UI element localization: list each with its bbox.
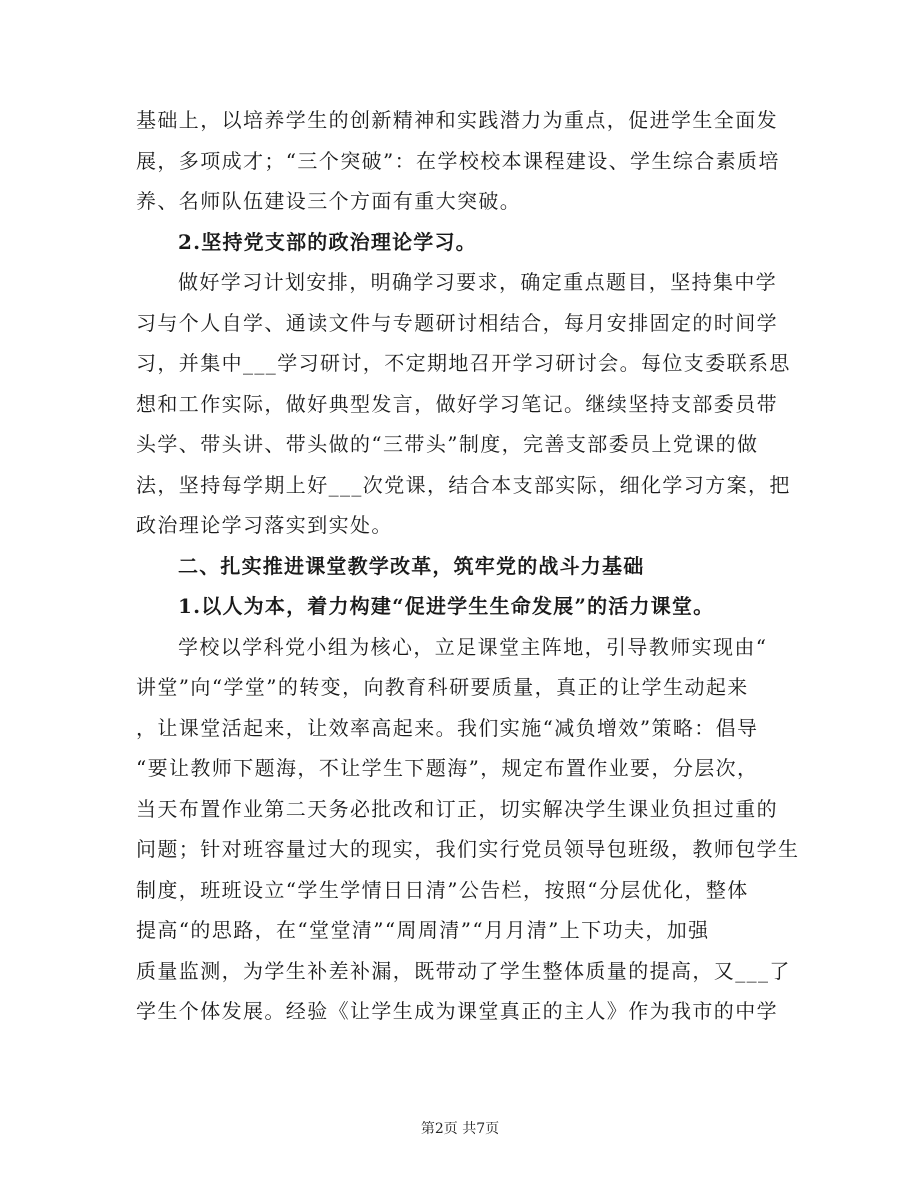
text-line: 制度，班班设立“学生学情日日清”公告栏，按照“分层优化，整体 [136,877,749,902]
text-line: 习与个人自学、通读文件与专题研讨相结合，每月安排固定的时间学 [136,310,778,335]
page-number: 第2页 共7页 [420,1121,500,1137]
text-line: 学生个体发展。经验《让学生成为课堂真正的主人》作为我市的中学 [136,999,778,1023]
text-line: 法，坚持每学期上好___次党课，结合本支部实际，细化学习方案，把 [136,472,791,497]
section-heading: 二、扎实推进课堂教学改革，筑牢党的战斗力基础 [178,553,645,578]
text-line: 习，并集中___学习研讨，不定期地召开学习研讨会。每位支委联系思 [136,351,791,375]
text-line: 基础上，以培养学生的创新精神和实践潜力为重点，促进学生全面发 [136,108,778,132]
text-line: 学校以学科党小组为核心，立足课堂主阵地，引导教师实现由“ [178,634,768,659]
text-line: 养、名师队伍建设三个方面有重大突破。 [136,189,522,213]
text-line: 展，多项成才；“三个突破”：在学校校本课程建设、学生综合素质培 [136,148,780,173]
text-line: 头学、带头讲、带头做的“三带头”制度，完善支部委员上党课的做 [136,432,759,456]
text-line: 想和工作实际，做好典型发言，做好学习笔记。继续坚持支部委员带 [136,391,778,416]
text-line: “要让教师下题海，不让学生下题海”，规定布置作业要，分层次， [136,756,759,780]
text-line: 质量监测，为学生补差补漏，既带动了学生整体质量的提高，又___了 [136,958,791,983]
text-line: 政治理论学习落实到实处。 [136,513,393,537]
text-line: ，让课堂活起来，让效率高起来。我们实施“减负增效”策略：倡导 [136,715,759,740]
text-line: 问题；针对班容量过大的现实，我们实行党员领导包班级，教师包学生 [136,837,800,861]
text-line: 做好学习计划安排，明确学习要求，确定重点题目，坚持集中学 [178,270,778,294]
text-line: 讲堂”向“学堂”的转变，向教育科研要质量，真正的让学生动起来 [136,675,749,699]
text-line: 提高“的思路，在“堂堂清”“周周清”“月月清”上下功夫，加强 [136,918,710,942]
text-line: 当天布置作业第二天务必批改和订正，切实解决学生课业负担过重的 [136,796,778,821]
section-heading: 2.坚持党支部的政治理论学习。 [178,229,477,254]
section-heading: 1.以人为本，着力构建“促进学生生命发展”的活力课堂。 [178,594,715,618]
document-body [136,100,800,1032]
